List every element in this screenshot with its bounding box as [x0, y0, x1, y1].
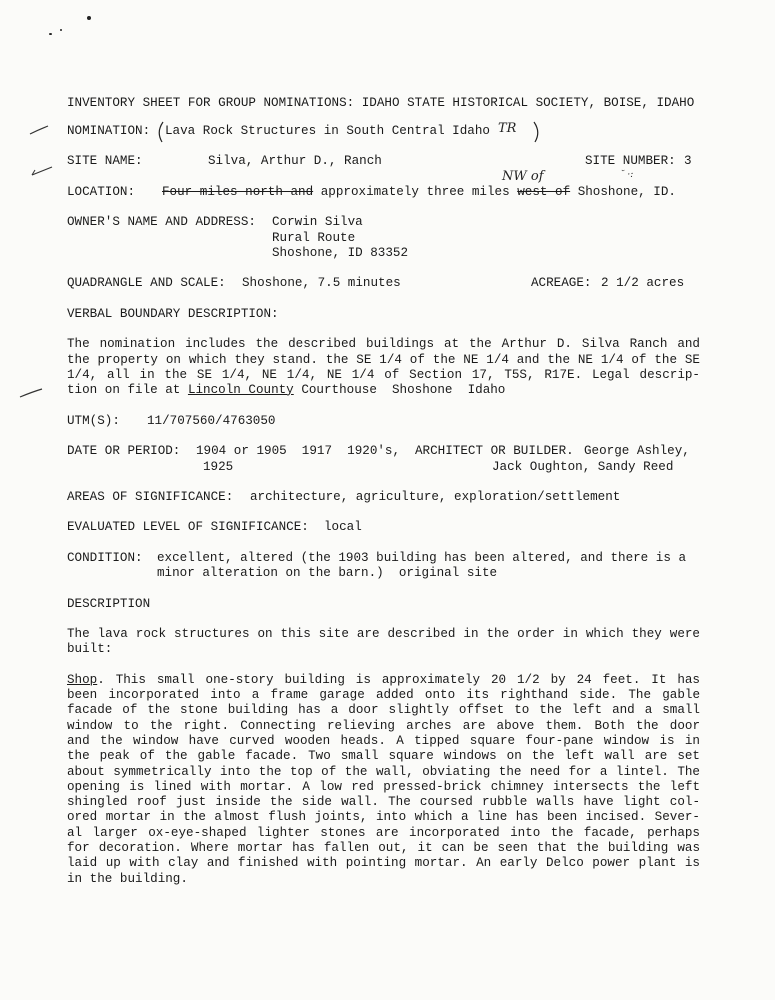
shop-paragraph-line: facade of the stone building has a door slightly offset to the left and a small — [67, 703, 700, 718]
site-number-label: SITE NUMBER: — [585, 154, 676, 168]
site-number-value: 3 — [684, 154, 692, 168]
nomination-hand-note: TR — [498, 121, 517, 136]
site-name-label: SITE NAME: — [67, 154, 143, 168]
owner-line: Rural Route — [272, 231, 356, 245]
shop-paragraph-line: for decoration. Where mortar has fallen out, it can be seen that the building was — [67, 841, 700, 855]
shop-paragraph-line: shingled roof just inside the side wall. The coursed rubble walls have light col- — [67, 795, 700, 810]
owner-line: Corwin Silva — [272, 215, 363, 229]
shop-paragraph-line: and the window have curved wooden heads. A tipped square four-pane window is in — [67, 733, 700, 748]
level-value: local — [324, 520, 362, 534]
nomination-value: Lava Rock Structures in South Central Idaho — [165, 124, 490, 138]
shop-text: . This small one-story building is approximately 20 1/2 by 24 feet. It has — [97, 673, 700, 687]
location-struck-text: Four miles north and — [162, 185, 314, 199]
shop-paragraph-line: window to the right. Connecting relieving arches are above them. Both the door — [67, 718, 700, 733]
date-value: 1925 — [203, 460, 234, 474]
shop-paragraph-line: about symmetrically into the top of the wall, obviating the need for a lintel. The — [67, 764, 700, 779]
date-value: 1904 or 1905 1917 1920's, — [196, 444, 401, 458]
description-intro-line: built: — [67, 642, 113, 656]
boundary-label: VERBAL BOUNDARY DESCRIPTION: — [67, 307, 279, 321]
quadrangle-label: QUADRANGLE AND SCALE: — [67, 276, 226, 290]
condition-value: excellent, altered (the 1903 building has been altered, and there is a — [157, 551, 687, 565]
shop-paragraph-line: in the building. — [67, 871, 188, 886]
boundary-text: tion on file at — [67, 383, 181, 397]
location-end-text: Shoshone, ID. — [577, 185, 676, 199]
hand-parenthesis-close — [532, 120, 542, 144]
header-title: INVENTORY SHEET FOR GROUP NOMINATIONS: IDAHO STATE HISTORICAL SOCIETY, BOISE, IDAHO — [67, 96, 695, 110]
hand-parenthesis-open — [155, 120, 165, 144]
level-label: EVALUATED LEVEL OF SIGNIFICANCE: — [67, 520, 309, 534]
location-hand-note: NW of — [502, 169, 544, 184]
utm-label: UTM(S): — [67, 414, 120, 428]
boundary-line: the property on which they stand. the SE 1/4 of the NE 1/4 and the NE 1/4 of the SE — [67, 353, 700, 367]
scan-speck — [49, 33, 52, 35]
shop-paragraph-line: ored mortar in the almost flush joints, into which a line has been incised. Sever- — [67, 810, 700, 825]
shop-paragraph-line: laid up with clay and finished with pointing mortar. An early Delco power plant is — [67, 856, 700, 871]
utm-value: 11/707560/4763050 — [147, 414, 276, 428]
shop-paragraph-line: been incorporated into a frame garage added onto its righthand side. The gable — [67, 688, 700, 702]
date-label: DATE OR PERIOD: — [67, 444, 181, 458]
description-intro-line: The lava rock structures on this site are described in the order in which they were — [67, 627, 700, 641]
condition-label: CONDITION: — [67, 551, 143, 565]
condition-value: minor alteration on the barn.) original site — [157, 566, 498, 580]
architect-label: ARCHITECT OR BUILDER. — [415, 444, 574, 458]
shop-heading: Shop — [67, 673, 98, 687]
pen-check-mark — [18, 386, 44, 400]
boundary-text: Courthouse Shoshone Idaho — [301, 383, 506, 397]
scan-speck — [87, 16, 91, 20]
location-struck-text: west of — [517, 185, 571, 199]
boundary-line: 1/4, all in the SE 1/4, NE 1/4, NE 1/4 of Section 17, T5S, R17E. Legal descrip- — [67, 368, 700, 382]
hand-scribble: ˘ ·: — [620, 170, 634, 180]
description-label: DESCRIPTION — [67, 597, 151, 611]
owner-line: Shoshone, ID 83352 — [272, 246, 409, 260]
shop-paragraph-line: opening is lined with mortar. A low red pressed-brick chimney intersects the left — [67, 779, 700, 794]
nomination-label: NOMINATION: — [67, 124, 151, 138]
pen-check-mark — [28, 124, 50, 138]
county-name: Lincoln County — [187, 383, 294, 397]
boundary-line — [67, 383, 505, 398]
location-label: LOCATION: — [67, 185, 136, 199]
quadrangle-value: Shoshone, 7.5 minutes — [242, 276, 401, 290]
acreage-label: ACREAGE: — [531, 276, 592, 290]
shop-paragraph-line: al larger ox-eye-shaped lighter stones are incorporated into the facade, perhaps — [67, 825, 700, 840]
boundary-line: The nomination includes the described buildings at the Arthur D. Silva Ranch and — [67, 337, 700, 351]
areas-label: AREAS OF SIGNIFICANCE: — [67, 490, 234, 504]
site-name-value: Silva, Arthur D., Ranch — [208, 154, 382, 168]
owner-label: OWNER'S NAME AND ADDRESS: — [67, 215, 256, 229]
areas-value: architecture, agriculture, exploration/settlement — [250, 490, 621, 504]
architect-value: George Ashley, — [584, 444, 690, 458]
location-middle-text: approximately three miles — [320, 185, 510, 199]
pen-check-mark — [30, 163, 54, 179]
scan-speck — [60, 29, 62, 31]
architect-value: Jack Oughton, Sandy Reed — [492, 460, 674, 474]
shop-paragraph-line — [67, 673, 700, 688]
location-value — [162, 185, 676, 200]
shop-paragraph-line: the peak of the gable facade. Two small square windows on the left wall are set — [67, 749, 700, 764]
acreage-value: 2 1/2 acres — [601, 276, 685, 290]
